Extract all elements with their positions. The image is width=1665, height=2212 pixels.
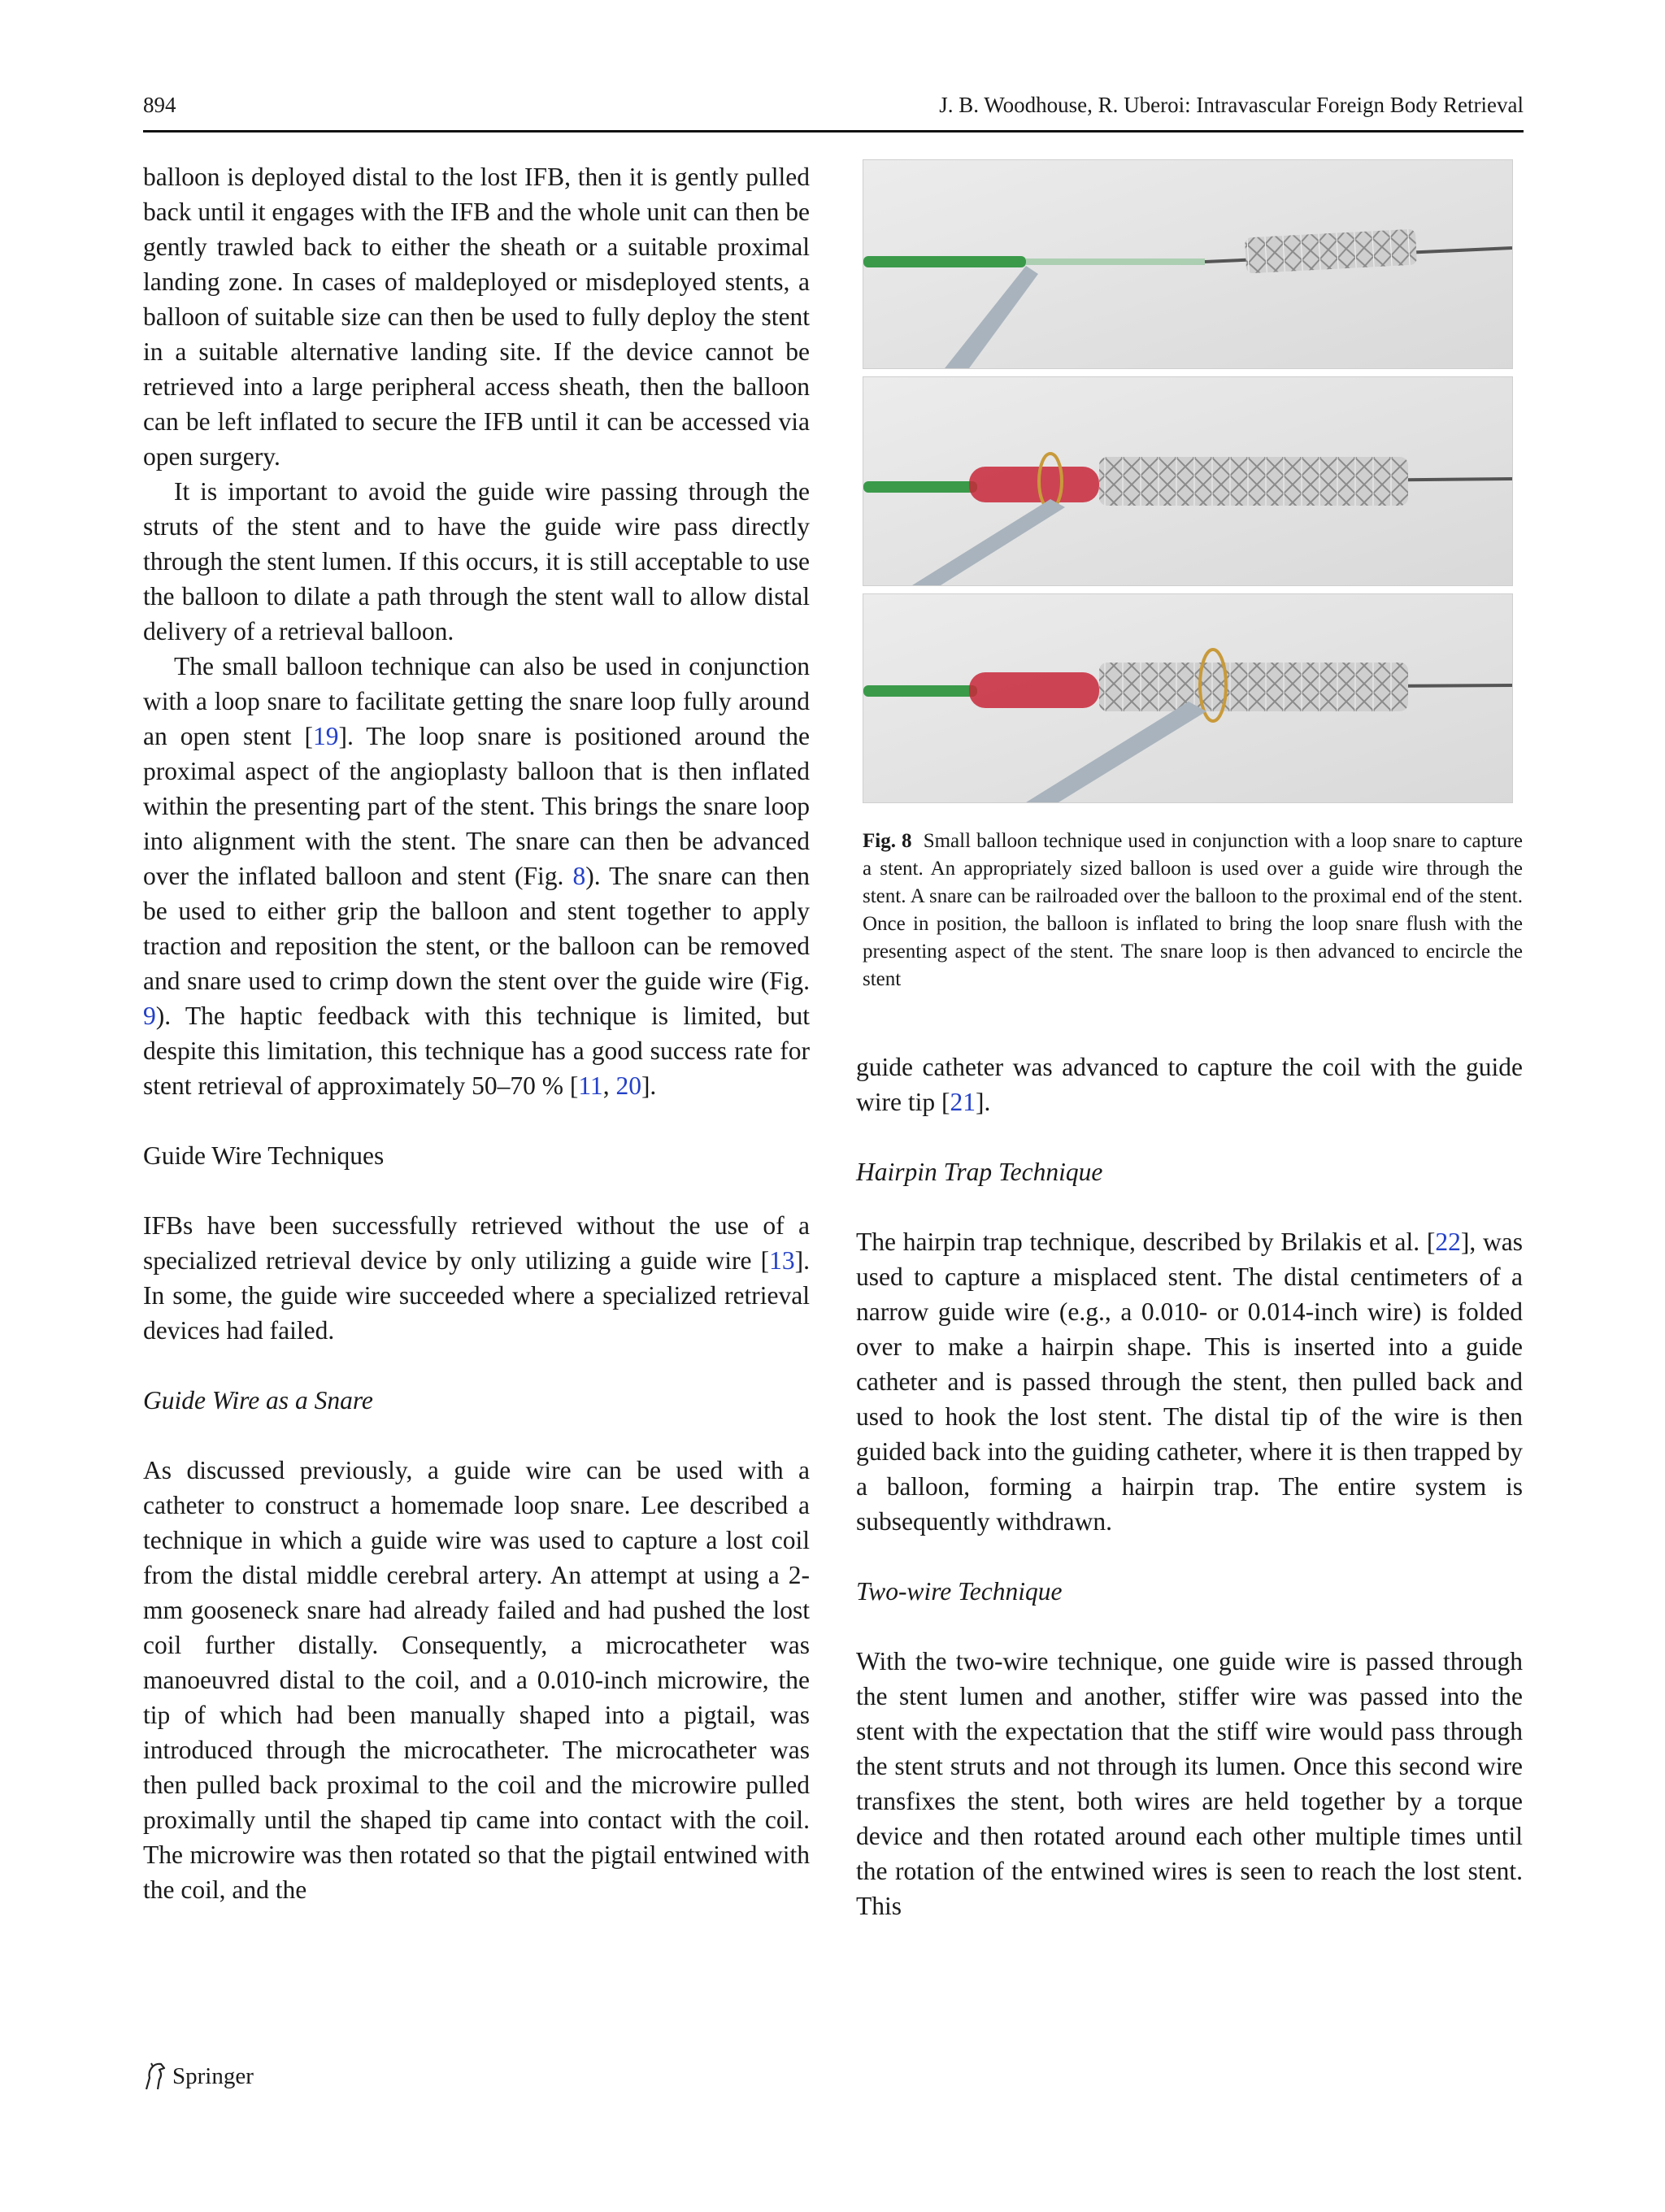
- stent-photo-1: [863, 160, 1512, 368]
- figure-8: [863, 159, 1523, 993]
- citation-link[interactable]: 21: [950, 1088, 976, 1116]
- stent-photo-2: [863, 377, 1512, 585]
- text-run: ,: [602, 1071, 616, 1100]
- paragraph: With the two-wire technique, one guide wire is passed through the stent lumen and another, stiffer wire was passed into the stent with the expectation that the stiff wire would pass through the stent struts and not through its lumen. Once this second wire transfixes the stent, both wires are held together by a torque device and then rotated around each other multiple times until the rotation of the entwined wires is seen to reach the lost stent. This: [856, 1647, 1523, 1920]
- page-number: 894: [143, 93, 176, 117]
- text-run: ]. The loop snare is positioned around the proximal aspect of the angioplasty balloon that is then inflated within the presenting part of the stent. This brings the snare loop into alignment with the stent. The snare can then be advanced over the inflated balloon and stent (Fig.: [143, 722, 810, 890]
- text-run: The small balloon technique can also be used in conjunction with a loop snare to facilitate getting the snare loop fully around an open stent [: [143, 652, 810, 750]
- citation-link[interactable]: 13: [769, 1246, 795, 1275]
- publisher-name: Springer: [172, 2062, 254, 2089]
- text-run: ], was used to capture a misplaced stent. The distal centimeters of a narrow guide wire (e.g., a 0.010- or 0.014-inch wire) is folded over to make a hairpin shape. This is inserted into a guide catheter and is passed through the stent, then pulled back and used to hook the lost stent. The distal tip of the wire is then guided back into the guiding catheter, where it is then trapped by a balloon, forming a hairpin trap. The entire system is subsequently withdrawn.: [856, 1228, 1523, 1536]
- left-column: [143, 159, 810, 1907]
- paragraph: balloon is deployed distal to the lost IFB, then it is gently pulled back until it engages with the IFB and the whole unit can then be gently trawled back to either the sheath or a suitable proximal landing zone. In cases of maldeployed or misdeployed stents, a balloon of suitable size can then be used to fully deploy the stent in a suitable alternative landing site. If the device cannot be retrieved into a large peripheral access sheath, then the balloon can be left inflated to secure the IFB until it can be accessed via open surgery.: [143, 163, 810, 471]
- publisher-logo: [143, 2058, 254, 2094]
- figure-link[interactable]: 9: [143, 1002, 156, 1030]
- figure-panel-bottom: [863, 593, 1513, 803]
- stent-photo-3: [863, 594, 1512, 802]
- text-run: IFBs have been successfully retrieved without the use of a specialized retrieval device by only utilizing a guide wire [: [143, 1211, 810, 1275]
- section-heading: Guide Wire Techniques: [143, 1141, 385, 1170]
- citation-link[interactable]: 19: [312, 722, 339, 750]
- paragraph: [143, 1208, 810, 1348]
- text-run: guide catheter was advanced to capture the coil with the guide wire tip [: [856, 1053, 1523, 1116]
- running-title: J. B. Woodhouse, R. Uberoi: Intravascular Foreign Body Retrieval: [939, 93, 1524, 117]
- text-run: ). The snare can then be used to either grip the balloon and stent together to apply traction and reposition the stent, or the balloon can be removed and snare used to crimp down the stent over the guide wire (Fig.: [143, 862, 810, 995]
- figure-caption: [863, 828, 1523, 993]
- text-run: ].: [975, 1088, 991, 1116]
- figure-link[interactable]: 8: [572, 862, 586, 890]
- right-column: [856, 159, 1523, 1923]
- paragraph: [856, 1224, 1523, 1539]
- figure-panel-top: [863, 159, 1513, 369]
- text-run: ). The haptic feedback with this technique is limited, but despite this limitation, this technique has a good success rate for stent retrieval of approximately 50–70 % [: [143, 1002, 810, 1100]
- paragraph: [856, 1050, 1523, 1119]
- caption-text: Small balloon technique used in conjunction with a loop snare to capture a stent. An appropriately sized balloon is used over a guide wire through the stent. A snare can be railroaded over the balloon to the proximal end of the stent. Once in position, the balloon is inflated to bring the loop snare flush with the presenting aspect of the stent. The snare loop is then advanced to encircle the stent: [863, 830, 1524, 990]
- citation-link[interactable]: 22: [1435, 1228, 1461, 1256]
- paragraph: As discussed previously, a guide wire can be used with a catheter to construct a homemade loop snare. Lee described a technique in which a guide wire was used to capture a lost coil from the distal middle cerebral artery. An attempt at using a 2-mm gooseneck snare had already failed and had pushed the lost coil further distally. Consequently, a microcatheter was manoeuvred distal to the coil, and a 0.010-inch microwire, the tip of which had been manually shaped into a pigtail, was introduced through the microcatheter. The microcatheter was then pulled back proximal to the coil and the microwire pulled proximally until the shaped tip came into contact with the coil. The microwire was then rotated so that the pigtail entwined with the coil, and the: [143, 1456, 810, 1904]
- text-run: ].: [641, 1071, 657, 1100]
- paragraph: It is important to avoid the guide wire passing through the struts of the stent and to have the guide wire pass directly through the stent lumen. If this occurs, it is still acceptable to use the balloon to dilate a path through the stent wall to allow distal delivery of a retrieval balloon.: [143, 477, 810, 645]
- springer-horse-icon: [143, 2062, 167, 2091]
- figure-label: Fig. 8: [863, 830, 912, 852]
- citation-link[interactable]: 11: [578, 1071, 603, 1100]
- subsection-heading: Two-wire Technique: [856, 1577, 1063, 1606]
- text-run: The hairpin trap technique, described by Brilakis et al. [: [856, 1228, 1436, 1256]
- figure-panel-middle: [863, 376, 1513, 586]
- citation-link[interactable]: 20: [615, 1071, 641, 1100]
- subsection-heading: Hairpin Trap Technique: [856, 1158, 1103, 1186]
- paragraph: [143, 649, 810, 1103]
- subsection-heading: Guide Wire as a Snare: [143, 1386, 373, 1415]
- text-run: ]. In some, the guide wire succeeded where a specialized retrieval devices had failed.: [143, 1246, 810, 1345]
- running-head: [143, 89, 1524, 133]
